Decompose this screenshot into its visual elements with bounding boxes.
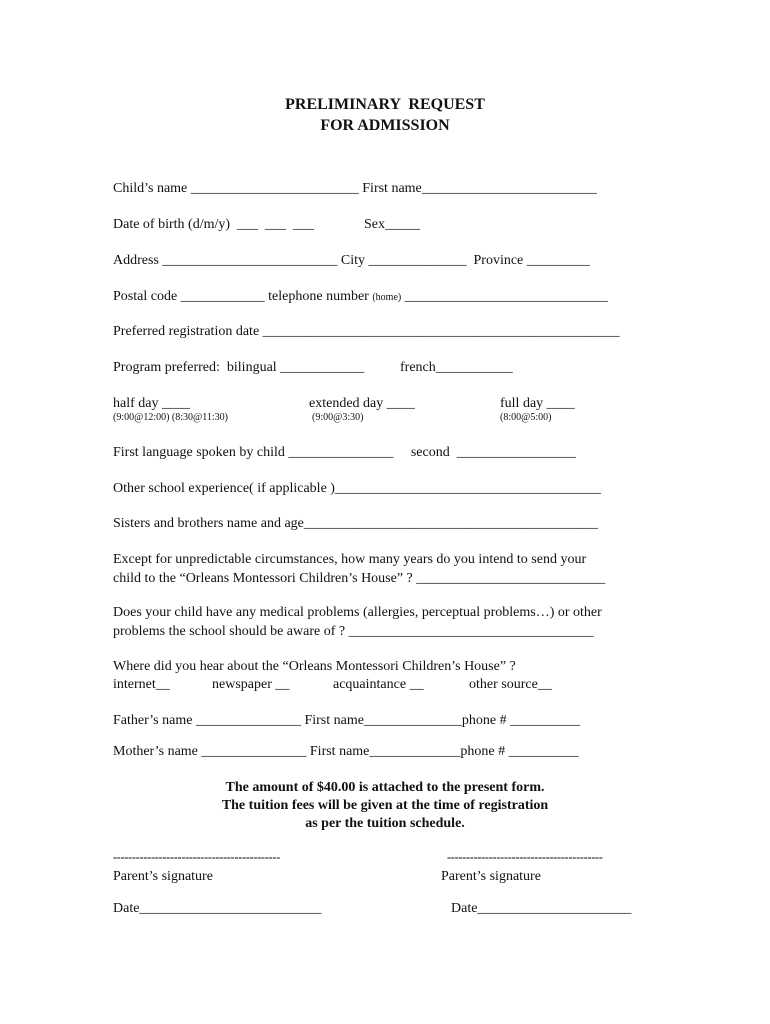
siblings-field[interactable]: Sisters and brothers name and age__________________________________________ (113, 516, 598, 531)
program-french-field[interactable]: french___________ (400, 360, 513, 375)
other-school-field[interactable]: Other school experience( if applicable )______________________________________ (113, 481, 601, 496)
childs-name-field[interactable]: Child’s name ________________________ First name_________________________ (113, 181, 597, 196)
form-title-line1: PRELIMINARY REQUEST (285, 96, 485, 113)
extended-day-field[interactable]: extended day ____ (309, 396, 415, 411)
date-field-left[interactable]: Date__________________________ (113, 901, 322, 916)
postal-telephone-field[interactable] (113, 288, 608, 306)
fee-notice-line2: The tuition fees will be given at the time of registration (221, 798, 549, 813)
signature-line-right: ----------------------------------------- (447, 850, 603, 864)
mother-field[interactable]: Mother’s name _______________ First name_____________phone # __________ (113, 744, 579, 759)
father-field[interactable]: Father’s name _______________ First name______________phone # __________ (113, 713, 581, 728)
date-of-birth-field[interactable]: Date of birth (d/m/y) ___ ___ ___ (113, 217, 315, 232)
source-internet[interactable]: internet__ (113, 677, 170, 692)
source-acquaintance[interactable]: acquaintance __ (333, 677, 424, 692)
registration-date-field[interactable]: Preferred registration date ___________________________________________________ (113, 324, 620, 339)
postal-label: Postal code ____________ telephone number (113, 289, 373, 304)
signature-label-right: Parent’s signature (441, 869, 541, 884)
address-field[interactable]: Address _________________________ City ______________ Province _________ (113, 253, 590, 268)
half-day-field[interactable]: half day ____ (113, 396, 190, 411)
sex-field[interactable]: Sex_____ (364, 217, 420, 232)
signature-line-left: -------------------------------------------- (113, 850, 281, 864)
program-bilingual-field[interactable]: Program preferred: bilingual ____________ (113, 360, 365, 375)
half-day-hours: (9:00@12:00) (8:30@11:30) (113, 412, 228, 423)
full-day-field[interactable]: full day ____ (500, 396, 575, 411)
years-question-line2[interactable]: child to the “Orleans Montessori Children’s House” ? ___________________________ (113, 571, 606, 586)
telephone-blank[interactable]: _____________________________ (401, 289, 608, 304)
fee-notice-line3: as per the tuition schedule. (305, 816, 465, 831)
source-other[interactable]: other source__ (469, 677, 552, 692)
medical-question-line1: Does your child have any medical problems (allergies, perceptual problems…) or other (113, 605, 602, 620)
fee-notice-line1: The amount of $40.00 is attached to the present form. (225, 780, 545, 795)
form-title-line2: FOR ADMISSION (320, 117, 450, 134)
full-day-hours: (8:00@5:00) (500, 412, 552, 423)
hear-about-question: Where did you hear about the “Orleans Montessori Children’s House” ? (113, 659, 516, 674)
first-language-field[interactable]: First language spoken by child _______________ second _________________ (113, 445, 576, 460)
date-field-right[interactable]: Date______________________ (451, 901, 632, 916)
medical-question-line2[interactable]: problems the school should be aware of ? ___________________________________ (113, 624, 594, 639)
signature-label-left: Parent’s signature (113, 869, 213, 884)
years-question-line1: Except for unpredictable circumstances, how many years do you intend to send your (113, 552, 587, 567)
extended-day-hours: (9:00@3:30) (312, 412, 364, 423)
source-newspaper[interactable]: newspaper __ (212, 677, 290, 692)
home-label: (home) (372, 292, 402, 303)
